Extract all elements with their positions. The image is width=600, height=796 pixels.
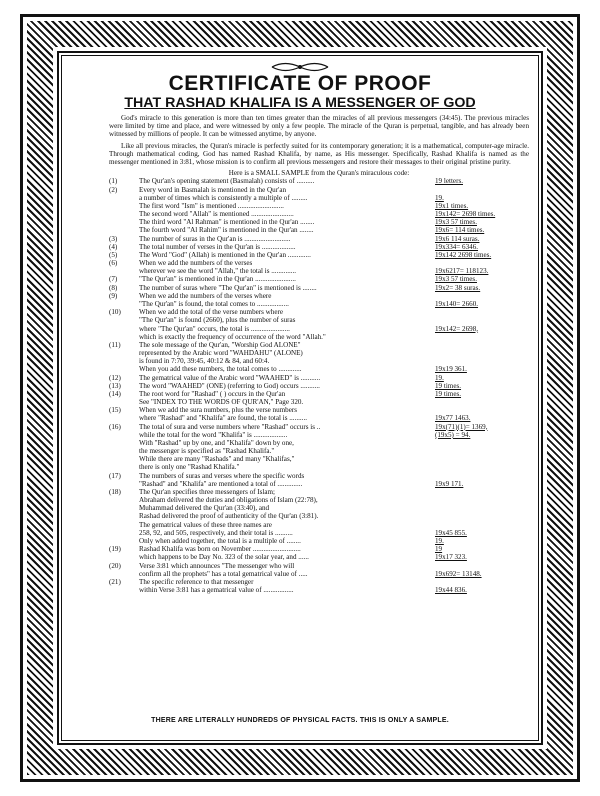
fact-value: 19x77 1463. [435, 414, 471, 423]
fact-text: The number of suras in the Qur'an is .......................... [139, 234, 291, 243]
fact-row [109, 578, 529, 586]
fact-row [109, 545, 529, 553]
fact-text: See "INDEX TO THE WORDS OF QUR'AN," Page 320. [139, 398, 304, 407]
fact-number: (13) [109, 381, 121, 390]
fact-value: 19. [435, 193, 444, 202]
fact-text: "The Qur'an" is found (2660), plus the number of suras [139, 316, 296, 325]
fact-text: represented by the Arabic word "WAHDAHU" (ALONE) [139, 349, 303, 358]
fact-row [109, 586, 529, 594]
fact-row [109, 275, 529, 283]
fact-row [109, 390, 529, 398]
fact-text: The numbers of suras and verses where the specific words [139, 471, 305, 480]
fact-text: Every word in Basmalah is mentioned in the Qur'an [139, 185, 287, 194]
fact-row [109, 218, 529, 226]
fact-number: (3) [109, 234, 118, 243]
fact-row [109, 202, 529, 210]
fact-number: (7) [109, 275, 118, 284]
fact-text: The total number of verses in the Qur'an is ................... [139, 242, 296, 251]
fact-text: is found in 7:70, 39:45, 40:12 & 84, and 60:4. [139, 357, 270, 366]
fact-value: 19. [435, 536, 444, 545]
fact-text: while the total for the word "Khalifa" is ................... [139, 430, 288, 439]
fact-row [109, 325, 529, 333]
fact-text: Rashad Khalifa was born on November ........................... [139, 545, 301, 554]
fact-text: The gematrical value of the Arabic word "WAAHED" is ........... [139, 373, 321, 382]
fact-row [109, 357, 529, 365]
fact-value: 19x6217= 118123. [435, 267, 489, 276]
fact-row [109, 177, 529, 185]
fact-text: confirm all the prophets" has a total gematrical value of ..... [139, 569, 308, 578]
fact-row [109, 562, 529, 570]
fact-number: (1) [109, 177, 118, 186]
fact-text: The sole message of the Qur'an, "Worship God ALONE" [139, 340, 301, 349]
fact-row [109, 243, 529, 251]
fact-text: 258, 92, and 505, respectively, and their total is .......... [139, 528, 293, 537]
fact-row [109, 259, 529, 267]
fact-text: The first word "Ism" is mentioned .......................... [139, 201, 284, 210]
fact-number: (15) [109, 406, 121, 415]
fact-text: "Rashad" and "Khalifa" are mentioned a total of .............. [139, 479, 303, 488]
fact-value: 19x6= 114 times. [435, 226, 485, 235]
fact-value: 19. [435, 373, 444, 382]
fact-value: 19x142= 2698 times. [435, 210, 496, 219]
fact-text: "The Qur'an" is found, the total comes to .................. [139, 300, 289, 308]
fact-row [109, 300, 529, 308]
fact-row [109, 284, 529, 292]
fact-row [109, 308, 529, 316]
fact-value: 19 times. [435, 381, 462, 390]
fact-text: wherever we see the word "Allah," the total is .............. [139, 267, 297, 276]
fact-row [109, 194, 529, 202]
fact-value: 19 times. [435, 389, 462, 398]
certificate-subtitle: THAT RASHAD KHALIFA IS A MESSENGER OF GOD [124, 95, 476, 111]
fact-text: Rashad delivered the proof of authenticity of the Qur'an (3:81). [139, 512, 319, 521]
fact-text: The second word "Allah" is mentioned ........................ [139, 210, 294, 219]
fact-value: 19x142= 2698, [435, 324, 479, 333]
fact-text: When we add the numbers of the verses where [139, 291, 272, 300]
fact-number: (8) [109, 283, 118, 292]
fact-value: 19x140= 2660. [435, 300, 479, 308]
fact-value: 19x3 57 times. [435, 275, 477, 284]
fact-text: The Qur'an's opening statement (Basmalah) consists of .......... [139, 177, 315, 186]
fact-value: 19x(71)(1)= 1369, [435, 422, 488, 431]
fact-value: (19x5) = 94. [435, 430, 471, 439]
fact-row [109, 414, 529, 422]
fact-row [109, 521, 529, 529]
fact-number: (14) [109, 389, 121, 398]
fact-row [109, 439, 529, 447]
footer-note: THERE ARE LITERALLY HUNDREDS OF PHYSICAL FACTS. THIS IS ONLY A SAMPLE. [151, 717, 449, 724]
fact-number: (4) [109, 242, 118, 251]
fact-row [109, 374, 529, 382]
fact-value: 19x142 2698 times. [435, 250, 492, 259]
fact-row [109, 529, 529, 537]
fact-row [109, 341, 529, 349]
fact-text: The Word "God" (Allah) is mentioned in the Qur'an ............. [139, 250, 311, 259]
fact-value: 19 letters. [435, 177, 463, 186]
fact-row [109, 455, 529, 463]
fact-value: 19x1 times. [435, 201, 469, 210]
fact-value: 19x45 855. [435, 528, 467, 537]
fact-number: (18) [109, 487, 121, 496]
fact-text: The total of sura and verse numbers where "Rashad" occurs is .. [139, 422, 321, 431]
fact-text: With "Rashad" up by one, and "Khalifa" down by one, [139, 438, 294, 447]
fact-text: The word "WAAHED" (ONE) (referring to God) occurs ........... [139, 381, 320, 390]
facts-list [109, 177, 529, 594]
fact-value: 19x19 361. [435, 365, 467, 374]
fact-number: (10) [109, 308, 121, 317]
fact-value: 19x44 836. [435, 586, 467, 595]
fact-row [109, 349, 529, 357]
fact-row [109, 570, 529, 578]
fact-row [109, 463, 529, 471]
fact-text: Only when added together, the total is a multiple of ........ [139, 536, 301, 545]
fact-text: The specific reference to that messenger [139, 577, 254, 586]
fact-text: The number of suras where "The Qur'an" is mentioned is ........ [139, 283, 317, 292]
certificate-title: CERTIFICATE OF PROOF [168, 72, 432, 95]
fact-text: Verse 3:81 which announces "The messenger who will [139, 561, 295, 570]
fact-text: The root word for "Rashad" ( ) occurs in the Qur'an [139, 389, 286, 398]
fact-value: 19x17 323. [435, 553, 467, 562]
fact-text: there is only one "Rashad Khalifa." [139, 463, 240, 472]
fact-text: The gematrical values of these three names are [139, 520, 272, 529]
fact-row [109, 186, 529, 194]
paragraph: Like all previous miracles, the Quran's miracle is perfectly suited for its contemporary generation; it is a mathematical, computer-age miracle. Through mathematical coding, God has named Rashad Khalifa, by name, as His messenger. Specifically, Rashad Khalifa is named as the messenger mentioned in 3:81, whose mission is to confirm all previous messengers and restore their messages to their original pristine purity. [109, 141, 529, 167]
fact-number: (21) [109, 577, 121, 586]
fact-text: When you add these numbers, the total comes to ............. [139, 365, 302, 374]
fact-text: Muhammad delivered the Qur'an (33:40), and [139, 504, 270, 513]
fact-row [109, 267, 529, 275]
fact-row [109, 382, 529, 390]
fact-row [109, 398, 529, 406]
fact-row [109, 537, 529, 545]
fact-value: 19x3 57 times. [435, 218, 477, 227]
fact-value: 19x2= 38 suras. [435, 283, 481, 292]
fact-row [109, 316, 529, 324]
fact-row [109, 210, 529, 218]
fact-text: The Qur'an specifies three messengers of Islam; [139, 487, 276, 496]
fact-row [109, 235, 529, 243]
fact-value: 19x334= 6346. [435, 242, 479, 251]
fact-value: 19x6 114 suras. [435, 234, 480, 243]
fact-text: which is exactly the frequency of occurrence of the word "Allah." [139, 332, 326, 341]
fact-text: Abraham delivered the duties and obligations of Islam (22:78), [139, 496, 318, 505]
fact-row [109, 553, 529, 561]
paragraph: God's miracle to this generation is more than ten times greater than the miracles of all previous messengers (34:45). The previous miracles were limited by time and place, and were witnessed by only a few people. The miracle of the Quran is perpetual, tangible, and has already been witnessed by millions of people. It can be witnessed anytime, by anyone. [109, 114, 529, 139]
fact-number: (11) [109, 340, 121, 349]
fact-text: The fourth word "Al Rahim" is mentioned in the Qur'an ........ [139, 226, 314, 235]
fact-text: within Verse 3:81 has a gematrical value of ................. [139, 586, 294, 595]
fact-text: a number of times which is consistently a multiple of ......... [139, 193, 308, 202]
fact-number: (6) [109, 259, 118, 268]
sample-intro: Here is a SMALL SAMPLE from the Quran's miraculous code: [228, 169, 410, 178]
fact-row [109, 447, 529, 455]
fact-text: The third word "Al Rahman" is mentioned in the Qur'an ........ [139, 218, 315, 227]
fact-number: (12) [109, 373, 121, 382]
fact-number: (9) [109, 291, 118, 300]
fact-row [109, 365, 529, 373]
fact-value: 19x9 171. [435, 479, 464, 488]
fact-text: When we add the sura numbers, plus the verse numbers [139, 406, 297, 415]
fact-row [109, 480, 529, 488]
fact-text: where "Rashad" and "Khalifa" are found, the total is .......... [139, 414, 307, 423]
fact-value: 19x692= 13148. [435, 569, 482, 578]
fact-number: (16) [109, 422, 121, 431]
fact-number: (19) [109, 545, 121, 554]
fact-row [109, 496, 529, 504]
fact-text: which happens to be Day No. 323 of the solar year, and ...... [139, 553, 309, 562]
fact-row [109, 333, 529, 341]
fact-number: (2) [109, 185, 118, 194]
fact-number: (20) [109, 561, 121, 570]
fact-row [109, 488, 529, 496]
fact-text: When we add the total of the verse numbers where [139, 308, 283, 317]
fact-text: where "The Qur'an" occurs, the total is ...................... [139, 324, 290, 333]
fact-row [109, 251, 529, 259]
fact-number: (5) [109, 250, 118, 259]
fact-row [109, 423, 529, 431]
fact-row [109, 406, 529, 414]
fact-row [109, 512, 529, 520]
fact-row [109, 504, 529, 512]
fact-text: the messenger is specified as "Rashad Khalifa." [139, 447, 275, 456]
fact-row [109, 226, 529, 234]
fact-value: 19 [435, 545, 443, 554]
fact-row [109, 292, 529, 300]
fact-text: When we add the numbers of the verses [139, 259, 253, 268]
fact-row [109, 431, 529, 439]
fact-text: While there are many "Rashads" and many "Khalifas," [139, 455, 295, 464]
fact-text: "The Qur'an" is mentioned in the Qur'an ....................... [139, 275, 296, 284]
certificate-body [109, 114, 529, 594]
fact-row [109, 472, 529, 480]
fact-number: (17) [109, 471, 121, 480]
